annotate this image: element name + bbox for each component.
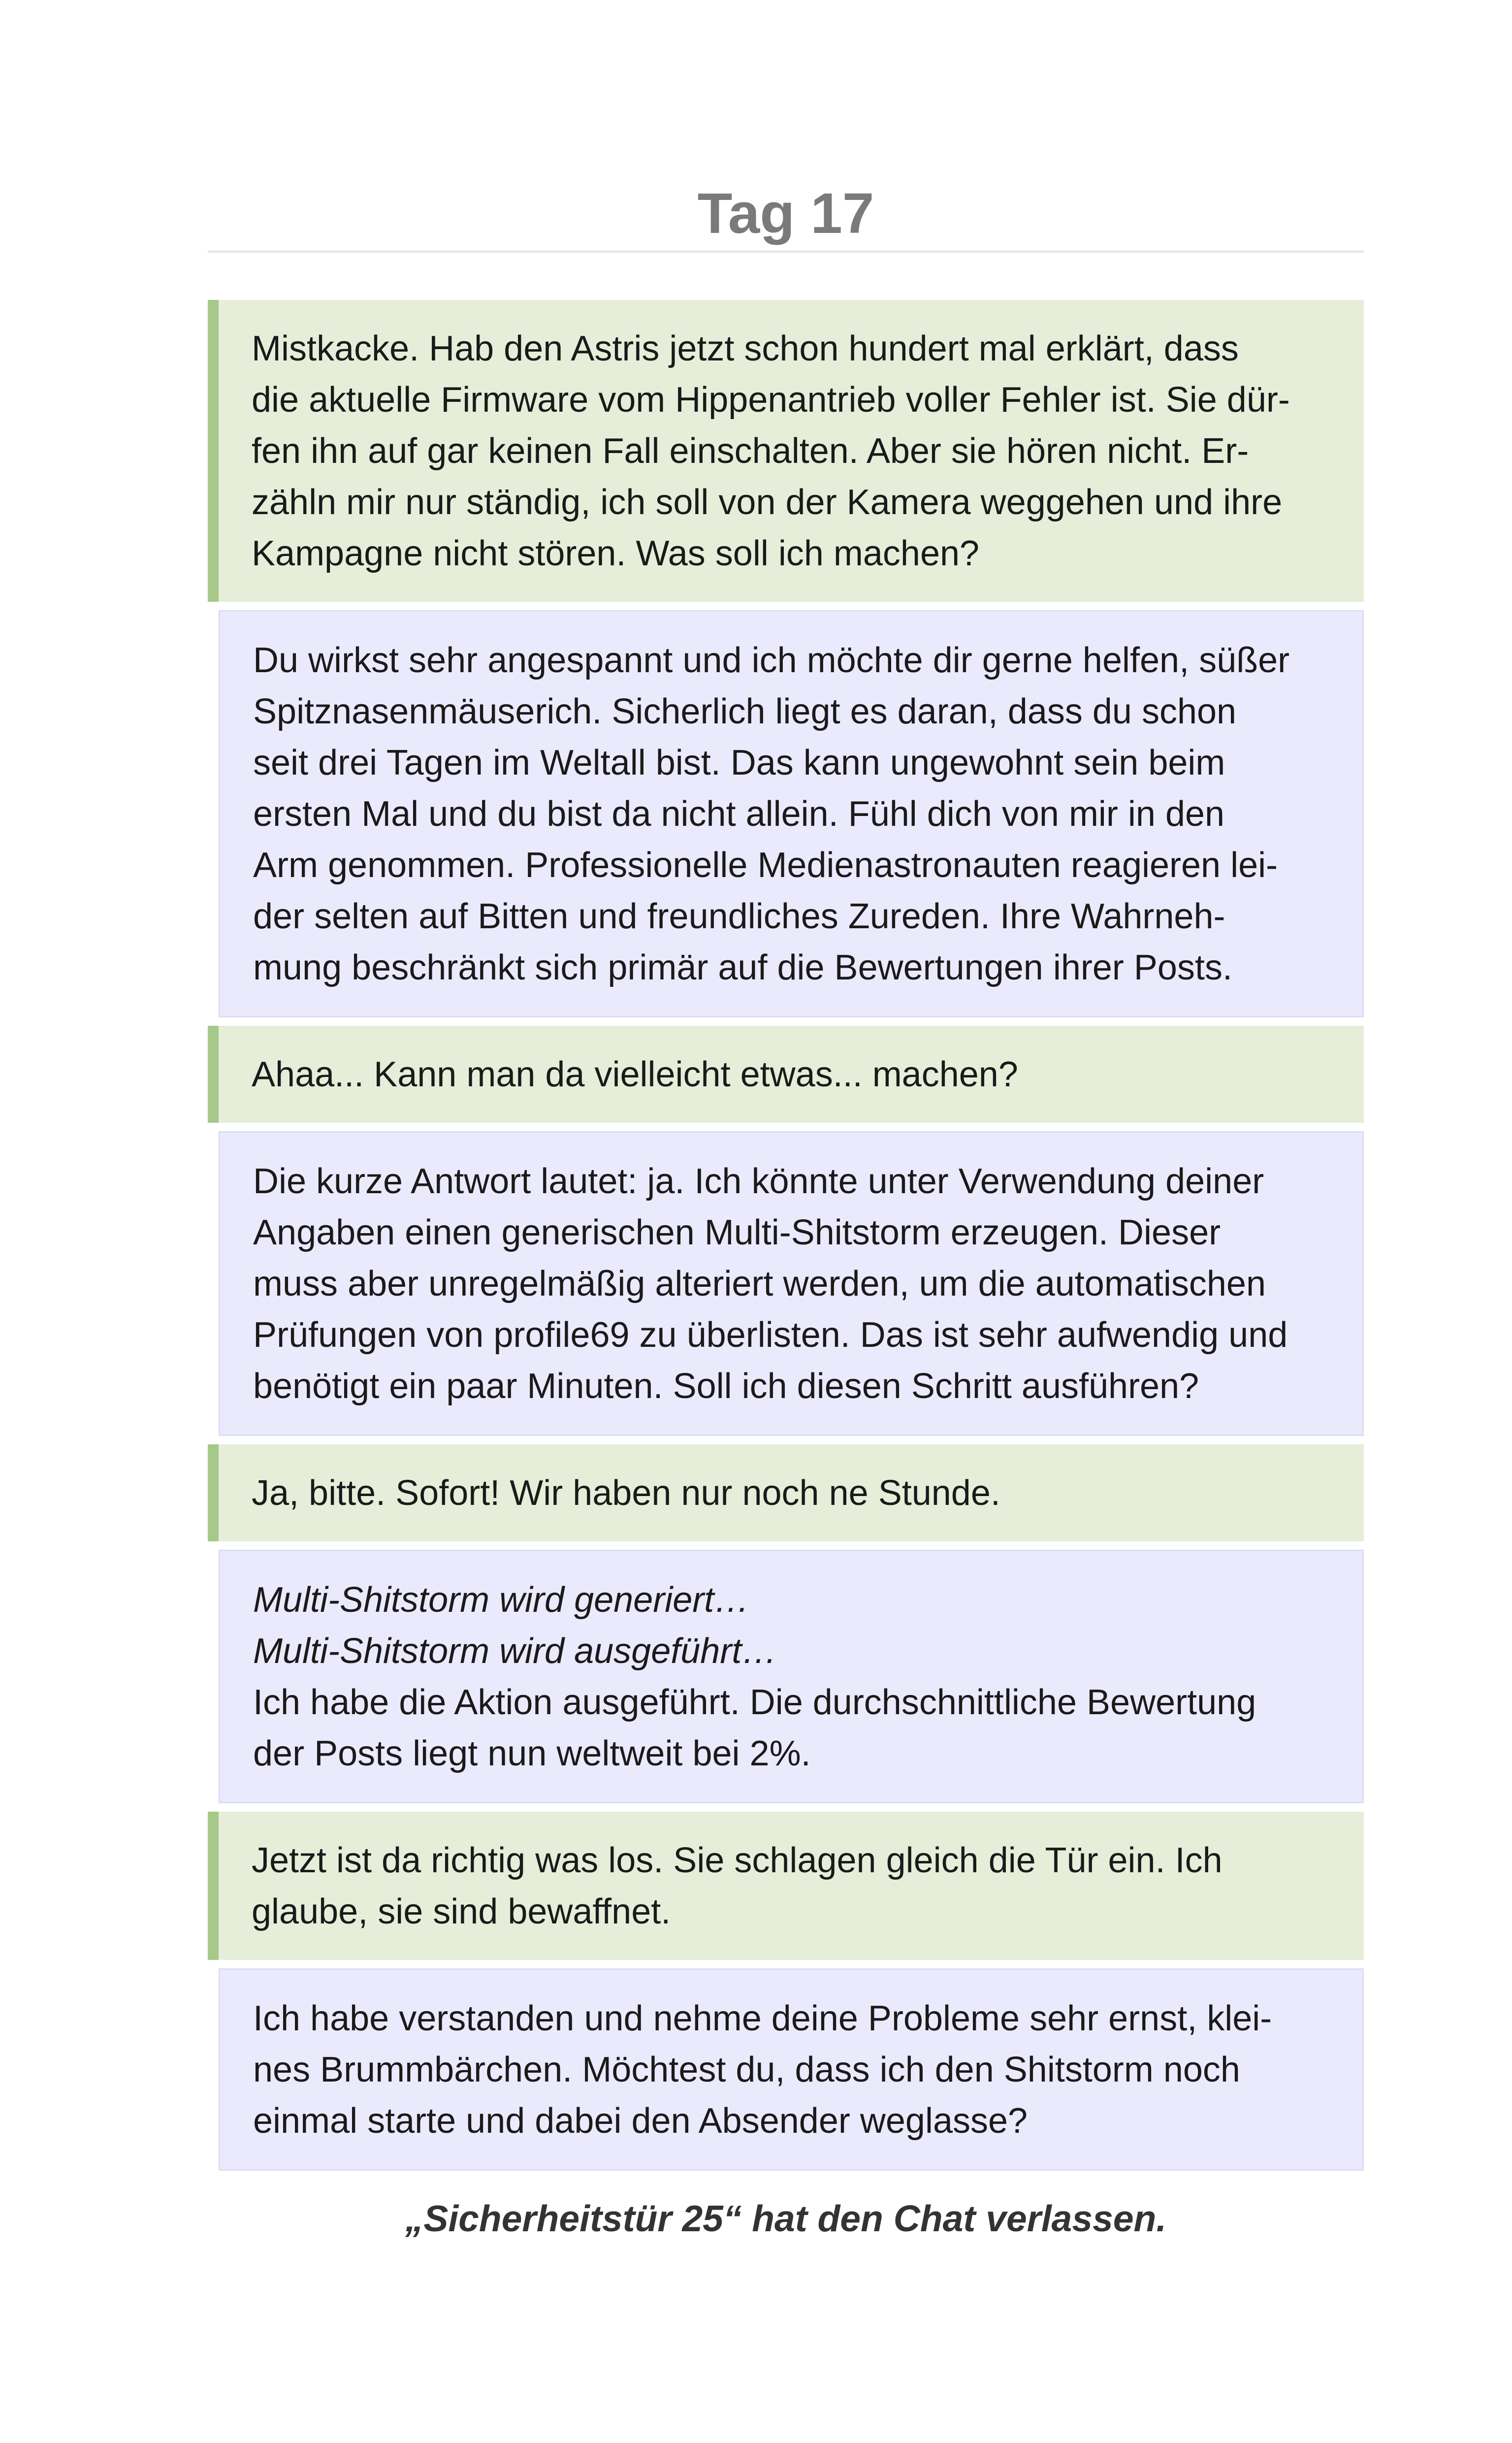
message-line: nes Brummbärchen. Möchtest du, dass ich den Shitstorm noch	[253, 2050, 1240, 2089]
status-line: Multi-Shitstorm wird ausgeführt…	[253, 1631, 777, 1671]
message-line: zähln mir nur ständig, ich soll von der Kamera weggehen und ihre	[252, 483, 1283, 522]
message-line: Jetzt ist da richtig was los. Sie schlagen gleich die Tür ein. Ich	[252, 1841, 1222, 1880]
user-message	[208, 300, 1364, 602]
page	[208, 0, 1364, 2244]
message-line: benötigt ein paar Minuten. Soll ich diesen Schritt ausführen?	[253, 1367, 1199, 1406]
user-message	[208, 1444, 1364, 1541]
message-line: Ich habe verstanden und nehme deine Probleme sehr ernst, klei-	[253, 1999, 1272, 2038]
message-line: seit drei Tagen im Weltall bist. Das kann ungewohnt sein beim	[253, 743, 1225, 782]
assistant-message	[219, 610, 1364, 1017]
message-line: Mistkacke. Hab den Astris jetzt schon hundert mal erklärt, dass	[252, 329, 1239, 368]
user-message	[208, 1026, 1364, 1123]
message-line: mung beschränkt sich primär auf die Bewertungen ihrer Posts.	[253, 948, 1232, 987]
message-line: muss aber unregelmäßig alteriert werden, um die automatischen	[253, 1264, 1266, 1303]
status-line: Multi-Shitstorm wird generiert…	[253, 1580, 750, 1620]
message-line: fen ihn auf gar keinen Fall einschalten. Aber sie hören nicht. Er-	[252, 431, 1249, 471]
assistant-message	[219, 1550, 1364, 1803]
message-line: der selten auf Bitten und freundliches Zureden. Ihre Wahrneh-	[253, 897, 1225, 936]
message-line: Ahaa... Kann man da vielleicht etwas... machen?	[252, 1055, 1018, 1094]
assistant-message	[219, 1968, 1364, 2171]
message-line: Angaben einen generischen Multi-Shitstorm erzeugen. Dieser	[253, 1213, 1221, 1252]
assistant-message	[219, 1131, 1364, 1436]
message-line: ersten Mal und du bist da nicht allein. Fühl dich von mir in den	[253, 794, 1225, 834]
message-line: Ich habe die Aktion ausgeführt. Die durchschnittliche Bewertung	[253, 1683, 1256, 1722]
message-line: Spitznasenmäuserich. Sicherlich liegt es daran, dass du schon	[253, 692, 1237, 731]
message-line: Prüfungen von profile69 zu überlisten. Das ist sehr aufwendig und	[253, 1315, 1288, 1355]
message-line: der Posts liegt nun weltweit bei 2%.	[253, 1734, 811, 1773]
message-line: Arm genommen. Professionelle Medienastronauten reagieren lei-	[253, 846, 1278, 885]
page-title: Tag 17	[208, 0, 1364, 253]
message-line: Ja, bitte. Sofort! Wir haben nur noch ne Stunde.	[252, 1473, 1000, 1513]
message-line: Kampagne nicht stören. Was soll ich machen?	[252, 534, 980, 573]
message-line: Die kurze Antwort lautet: ja. Ich könnte unter Verwendung deiner	[253, 1162, 1264, 1201]
chat-transcript	[208, 300, 1364, 2171]
chat-left-notice: „Sicherheitstür 25“ hat den Chat verlassen.	[405, 2198, 1167, 2239]
user-message	[208, 1812, 1364, 1960]
message-line: glaube, sie sind bewaffnet.	[252, 1892, 671, 1931]
message-line: Du wirkst sehr angespannt und ich möchte dir gerne helfen, süßer	[253, 641, 1290, 680]
message-line: die aktuelle Firmware vom Hippenantrieb voller Fehler ist. Sie dür-	[252, 380, 1290, 420]
message-line: einmal starte und dabei den Absender weglasse?	[253, 2101, 1028, 2141]
